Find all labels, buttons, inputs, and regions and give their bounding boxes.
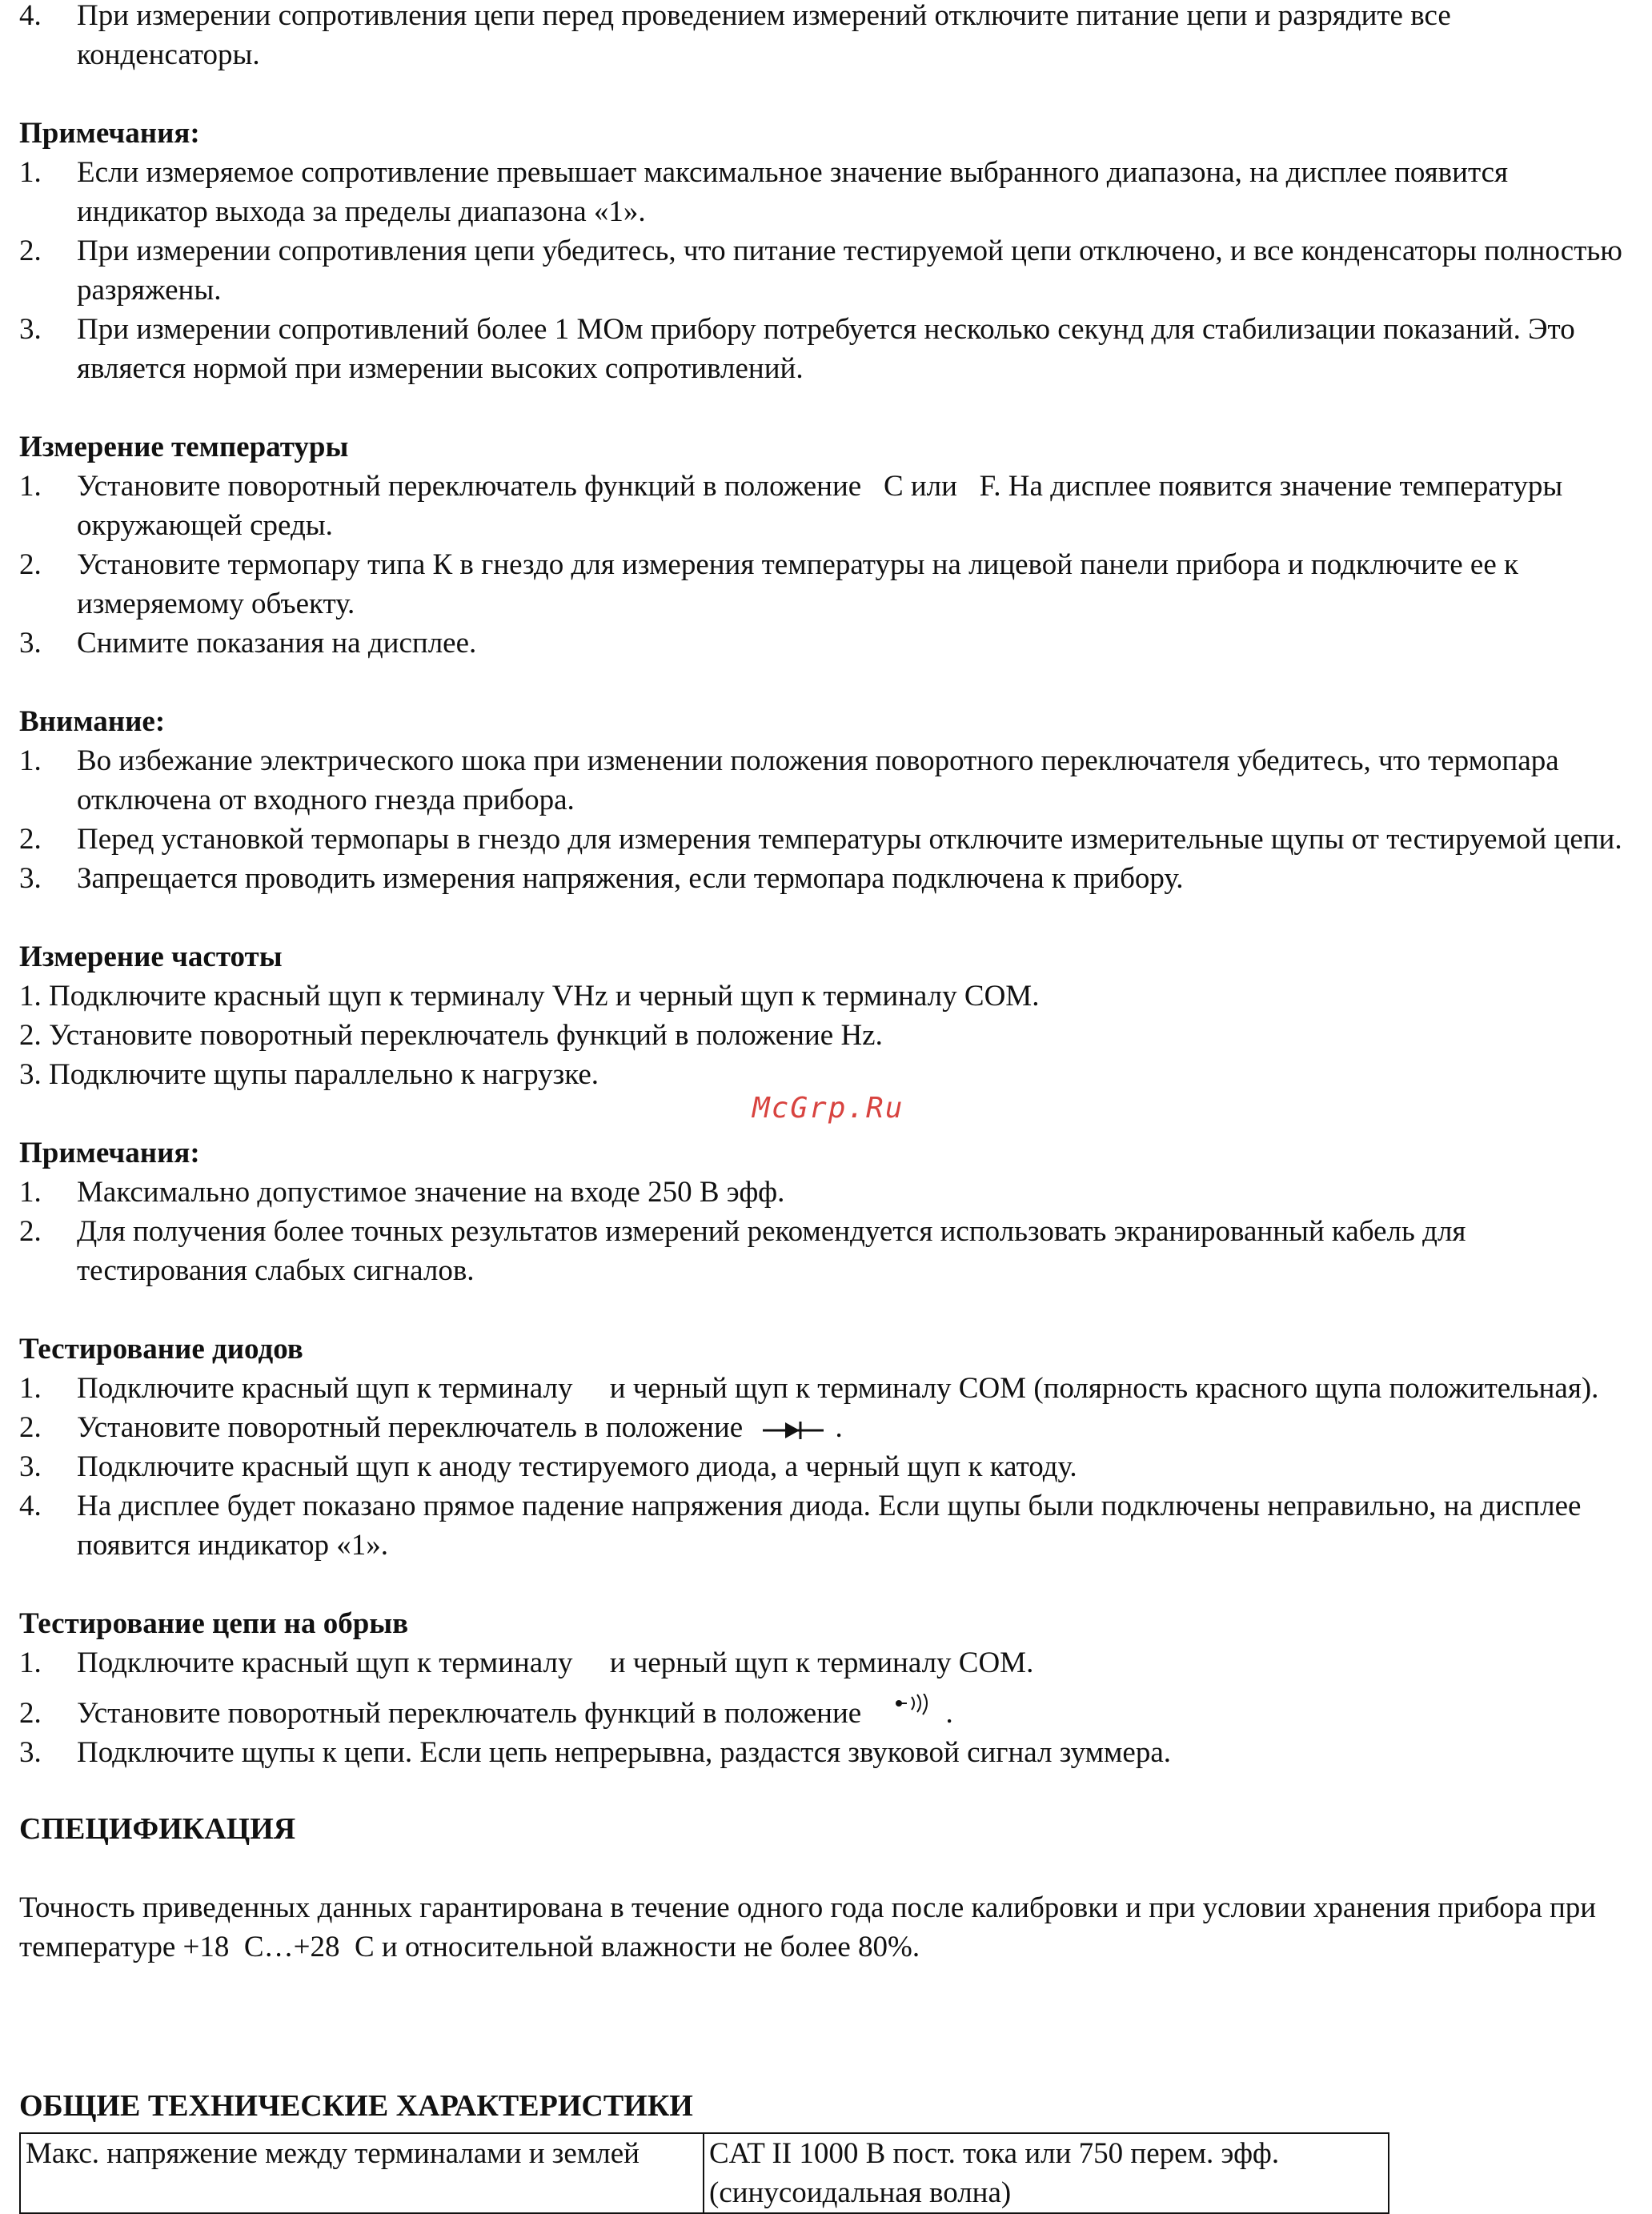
list-item: 4. При измерении сопротивления цепи перед проведением измерений отключите питание цепи и разрядите все конденсаторы. bbox=[19, 0, 1451, 71]
table-row bbox=[20, 2133, 1389, 2213]
section-heading: СПЕЦИФИКАЦИЯ bbox=[19, 1812, 296, 1846]
list-item: 1. Установите поворотный переключатель функций в положение C или F. На дисплее появится значение температуры окружающей среды. bbox=[19, 470, 1570, 542]
list-item: 1. Подключите красный щуп к терминалу и черный щуп к терминалу COM (полярность красного щупа положительная). bbox=[19, 1372, 1599, 1405]
temperature-section bbox=[19, 427, 1652, 663]
diodes-section bbox=[19, 1330, 1652, 1565]
list-item: 1. Подключите красный щуп к терминалу и черный щуп к терминалу COM. bbox=[19, 1646, 1034, 1679]
list-item: 4. На дисплее будет показано прямое падение напряжения диода. Если щупы были подключены неправильно, на дисплее появится индикатор «1». bbox=[19, 1490, 1582, 1562]
section-heading: Измерение температуры bbox=[19, 431, 349, 463]
list-item: 3. При измерении сопротивлений более 1 МОм прибору потребуется несколько секунд для стабилизации показаний. Это является нормой при измерении высоких сопротивлений. bbox=[19, 313, 1575, 385]
list-item: 3. Подключите щупы параллельно к нагрузке. bbox=[19, 1058, 599, 1091]
table-cell: Макс. напряжение между терминалами и землей bbox=[20, 2133, 704, 2213]
section-heading: Внимание: bbox=[19, 705, 166, 738]
list-item: 2. При измерении сопротивления цепи убедитесь, что питание тестируемой цепи отключено, и все конденсаторы полностью разряжены. bbox=[19, 235, 1622, 307]
section-heading: Измерение частоты bbox=[19, 941, 283, 973]
section-heading: Примечания: bbox=[19, 1137, 200, 1169]
list-item: 2. Установите поворотный переключатель функций в положение . bbox=[19, 1694, 1652, 1733]
warning-section bbox=[19, 702, 1652, 898]
list-item: 3. Запрещается проводить измерения напряжения, если термопара подключена к прибору. bbox=[19, 862, 1184, 895]
spec-paragraph: Точность приведенных данных гарантирована в течение одного года после калибровки и при условии хранения прибора при температуре +18 С…+28 С и относительной влажности не более 80%. bbox=[19, 1891, 1604, 1963]
list-item: 1. Максимально допустимое значение на входе 250 В эфф. bbox=[19, 1176, 785, 1209]
list-item: 3. Подключите красный щуп к аноду тестируемого диода, а черный щуп к катоду. bbox=[19, 1450, 1077, 1483]
notes-section-2 bbox=[19, 1133, 1652, 1290]
diode-icon bbox=[761, 1418, 825, 1442]
list-item: 2. Установите поворотный переключатель функций в положение Hz. bbox=[19, 1019, 883, 1052]
section-heading: Тестирование цепи на обрыв bbox=[19, 1607, 409, 1640]
continuity-section bbox=[19, 1604, 1652, 1772]
list-item: 2. Установите термопару типа К в гнездо для измерения температуры на лицевой панели прибора и подключите ее к измеряемому объекту. bbox=[19, 548, 1518, 620]
buzzer-sound-icon bbox=[892, 1694, 932, 1721]
list-item: 2. Для получения более точных результатов измерений рекомендуется использовать экранированный кабель для тестирования слабых сигналов. bbox=[19, 1215, 1466, 1287]
general-section bbox=[19, 2087, 693, 2126]
document-page bbox=[19, 0, 1652, 2123]
list-item: 1. Подключите красный щуп к терминалу VHz и черный щуп к терминалу COM. bbox=[19, 980, 1040, 1013]
list-item: 3. Снимите показания на дисплее. bbox=[19, 627, 477, 660]
frequency-section bbox=[19, 937, 1652, 1094]
spec-table bbox=[19, 2132, 1389, 2214]
section-heading: Тестирование диодов bbox=[19, 1333, 303, 1366]
list-item: 1. Если измеряемое сопротивление превышает максимальное значение выбранного диапазона, на дисплее появится индикатор выхода за пределы диапазона «1». bbox=[19, 156, 1509, 228]
table-cell: CAT II 1000 В пост. тока или 750 перем. эфф. (синусоидальная волна) bbox=[704, 2133, 1389, 2213]
list-item: 3. Подключите щупы к цепи. Если цепь непрерывна, раздастся звуковой сигнал зуммера. bbox=[19, 1736, 1172, 1769]
section-heading: Примечания: bbox=[19, 117, 200, 150]
spec-section bbox=[19, 1810, 1652, 1967]
notes-section-1 bbox=[19, 114, 1652, 388]
watermark: McGrp.Ru bbox=[752, 1092, 904, 1125]
section-heading: ОБЩИЕ ТЕХНИЧЕСКИЕ ХАРАКТЕРИСТИКИ bbox=[19, 2089, 693, 2123]
list-item: 2. Перед установкой термопары в гнездо для измерения температуры отключите измерительные щупы от тестируемой цепи. bbox=[19, 823, 1622, 856]
list-item: 1. Во избежание электрического шока при изменении положения поворотного переключателя убедитесь, что термопара отключена от входного гнезда прибора. bbox=[19, 744, 1559, 816]
list-item: 2. Установите поворотный переключатель в положение . bbox=[19, 1411, 843, 1444]
